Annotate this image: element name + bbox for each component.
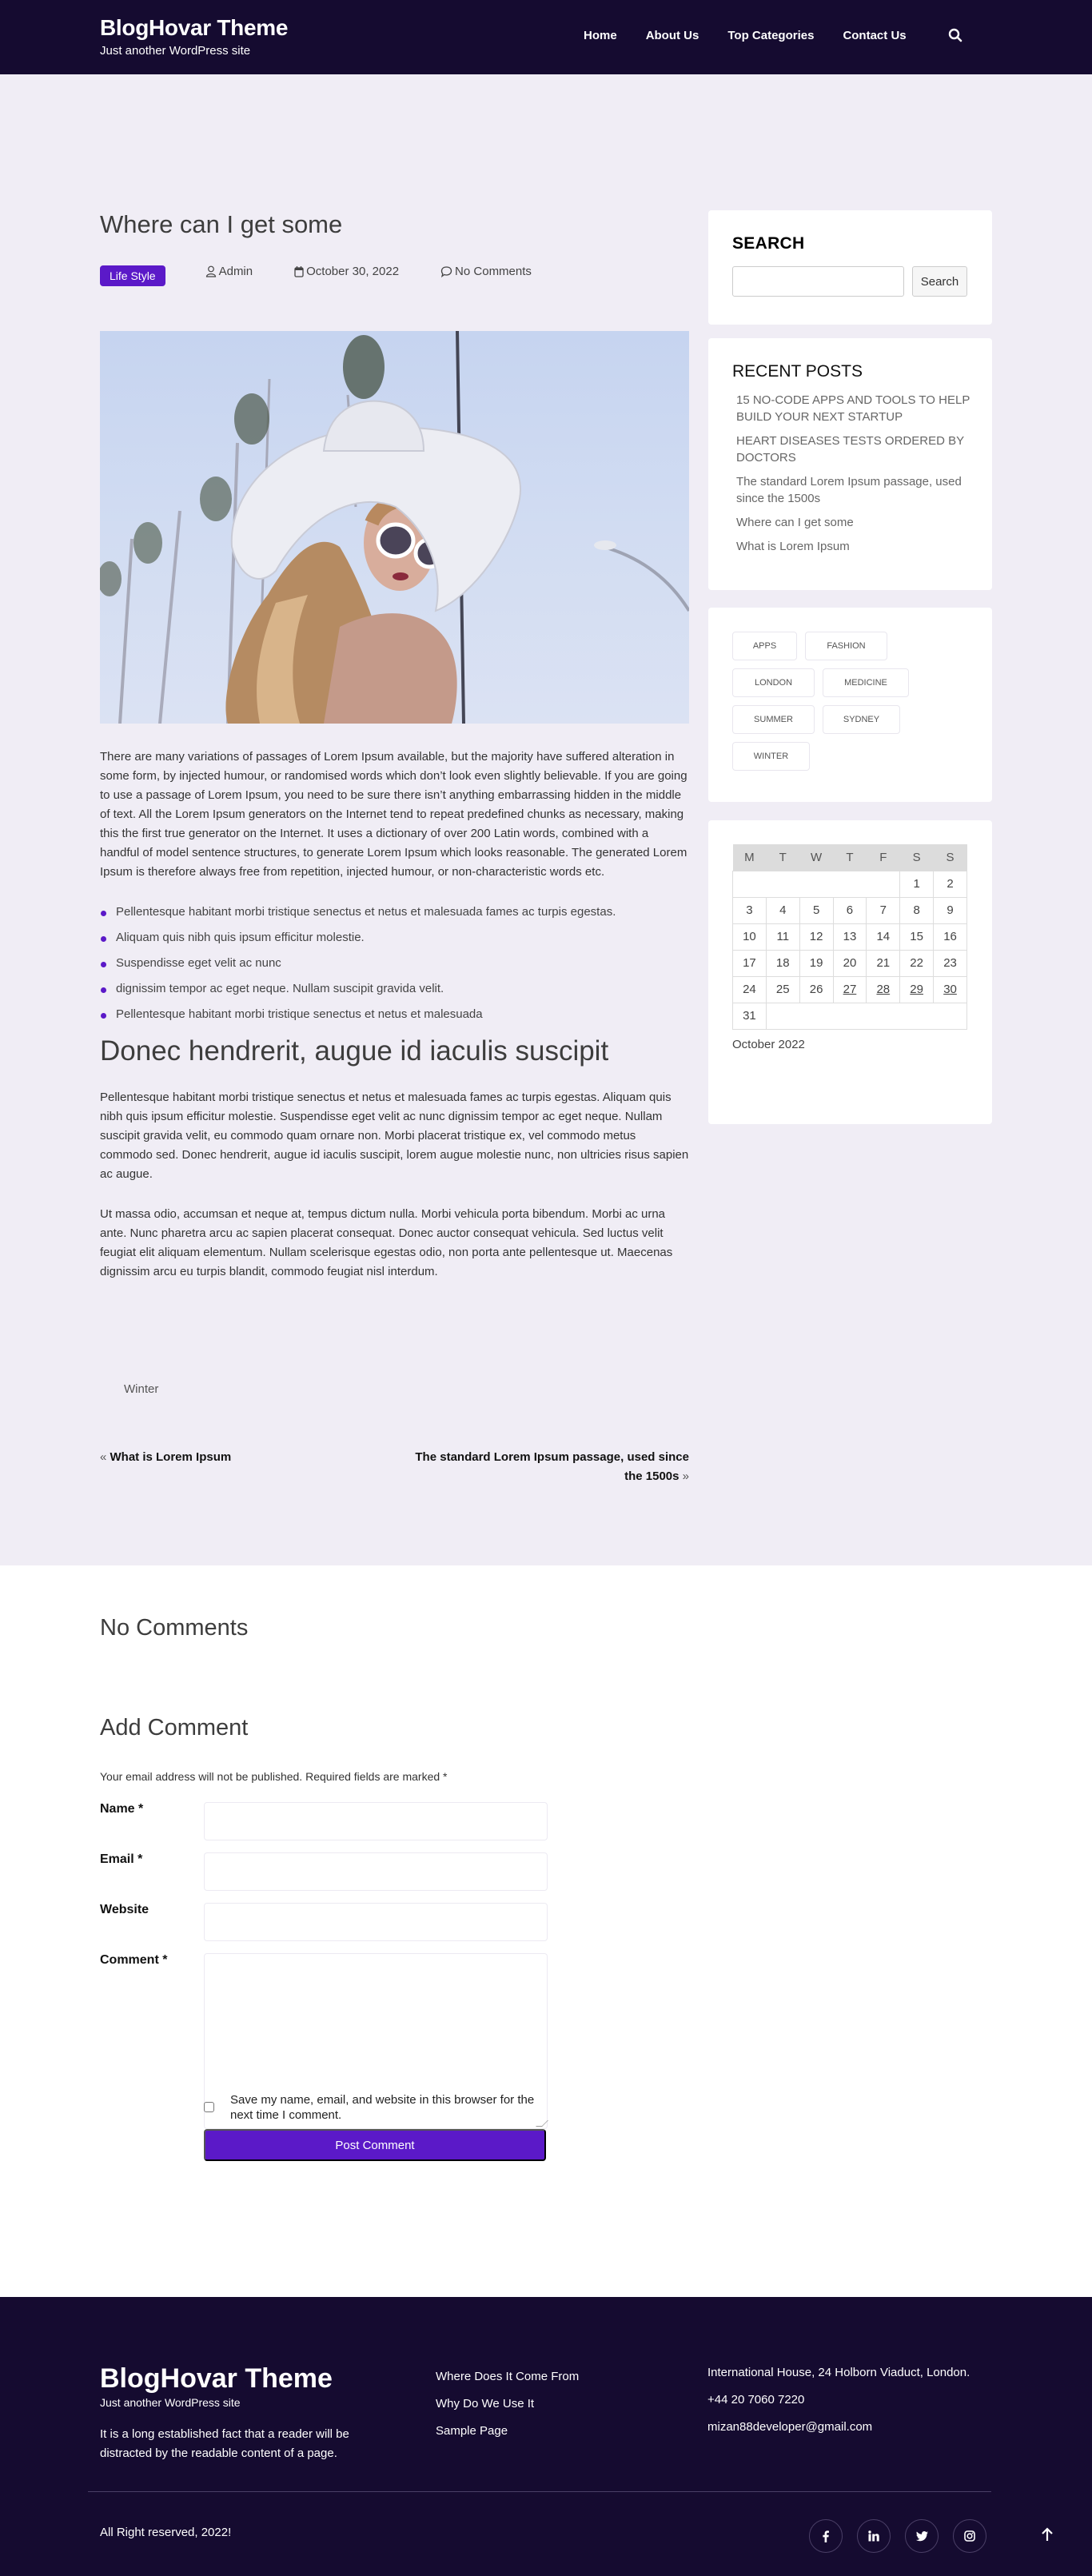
- calendar-caption: October 2022: [732, 1038, 805, 1051]
- recent-posts-list: [736, 392, 976, 562]
- prev-post-title[interactable]: What is Lorem Ipsum: [110, 1450, 232, 1464]
- cal-header: F: [867, 844, 900, 871]
- comments-text[interactable]: No Comments: [455, 264, 532, 278]
- post-title: Where can I get some: [100, 210, 343, 238]
- cal-day: 19: [799, 950, 833, 976]
- cal-week: [733, 976, 967, 1003]
- next-arrow: »: [682, 1469, 689, 1483]
- recent-post-link[interactable]: What is Lorem Ipsum: [736, 540, 850, 553]
- category-badge[interactable]: Life Style: [100, 265, 165, 286]
- footer-link[interactable]: Why Do We Use It: [436, 2397, 535, 2411]
- recent-posts-widget: [708, 338, 992, 590]
- save-info-label[interactable]: Save my name, email, and website in this browser for the next time I comment.: [230, 2093, 535, 2122]
- post-meta: [100, 265, 689, 286]
- post-comments-count[interactable]: [440, 265, 532, 278]
- cal-day: 12: [799, 923, 833, 950]
- cal-pad: [733, 871, 900, 897]
- cal-day-link[interactable]: 29: [900, 976, 934, 1003]
- footer-email[interactable]: mizan88developer@gmail.com: [707, 2420, 873, 2434]
- cal-day: 15: [900, 923, 934, 950]
- cal-day-link[interactable]: 28: [867, 976, 900, 1003]
- comments-title: No Comments: [100, 1615, 249, 1641]
- tag-winter[interactable]: WINTER: [732, 742, 810, 771]
- cal-day: 1: [900, 871, 934, 897]
- recent-post-link[interactable]: The standard Lorem Ipsum passage, used since the 1500s: [736, 475, 962, 505]
- cal-week: [733, 950, 967, 976]
- footer-about: It is a long established fact that a reader will be distracted by the readable content of a page.: [100, 2427, 349, 2460]
- cal-day: 2: [934, 871, 967, 897]
- post-date[interactable]: [294, 265, 399, 278]
- comment-notes: Your email address will not be published. Required fields are marked *: [100, 1770, 448, 1783]
- tag-apps[interactable]: APPS: [732, 632, 797, 660]
- cal-week: [733, 871, 967, 897]
- email-field[interactable]: [204, 1852, 548, 1891]
- cal-day: 16: [934, 923, 967, 950]
- user-icon: [205, 265, 217, 277]
- footer-link[interactable]: Sample Page: [436, 2424, 508, 2438]
- recent-post-link[interactable]: HEART DISEASES TESTS ORDERED BY DOCTORS: [736, 434, 964, 465]
- tag-cloud: [732, 632, 972, 779]
- tag-london[interactable]: LONDON: [732, 668, 815, 697]
- cal-week: [733, 1003, 967, 1029]
- cal-header: S: [934, 844, 967, 871]
- intro-paragraph: There are many variations of passages of Lorem Ipsum available, but the majority have suffered alteration in some form, by injected humour, or randomised words which don’t look even slightly believable. If you are going to use a passage of Lorem Ipsum, you need to be sure there isn’t anything embarrassing hidden in the middle of text. All the Lorem Ipsum generators on the Internet tend to repeat predefined chunks as necessary, making this the first true generator on the Internet. It uses a dictionary of over 200 Latin words, combined with a handful of model sentence structures, to generate Lorem Ipsum which looks reasonable. The generated Lorem Ipsum is therefore always free from repetition, injected humour, or non-characteristic words etc.: [100, 750, 687, 879]
- cal-day: 14: [867, 923, 900, 950]
- tag-sydney[interactable]: SYDNEY: [823, 705, 900, 734]
- body-paragraph: Pellentesque habitant morbi tristique senectus et netus et malesuada fames ac turpis egestas. Aliquam quis nibh quis ipsum efficitur molestie. Suspendisse eget velit ac nunc dignissim tempor ac eget neque. Nullam suscipit gravida velit, eu commodo quam ornare non. Morbi placerat tristique ex, vel commodo metus commodo sed. Donec hendrerit, augue id iaculis suscipit, lorem augue molestie nunc, non ultricies risus sapien ac augue.: [100, 1091, 689, 1181]
- arrow-up-icon: [1041, 2527, 1054, 2542]
- site-footer: [0, 2297, 1092, 2576]
- cal-header: S: [900, 844, 934, 871]
- search-input[interactable]: [732, 266, 904, 297]
- cal-day: 9: [934, 897, 967, 923]
- recent-posts-title: RECENT POSTS: [732, 362, 863, 381]
- cal-day-link[interactable]: 30: [934, 976, 967, 1003]
- cal-day: 21: [867, 950, 900, 976]
- cal-header: T: [766, 844, 799, 871]
- search-widget-title: SEARCH: [732, 234, 805, 253]
- main-nav: [584, 29, 935, 42]
- post-author[interactable]: [205, 265, 253, 278]
- tag-summer[interactable]: SUMMER: [732, 705, 815, 734]
- facebook-icon[interactable]: [809, 2519, 843, 2553]
- recent-post-link[interactable]: 15 NO-CODE APPS AND TOOLS TO HELP BUILD YOUR NEXT STARTUP: [736, 393, 970, 424]
- cal-day: 17: [733, 950, 767, 976]
- cal-day: 7: [867, 897, 900, 923]
- social-links: [809, 2519, 1001, 2553]
- email-label: Email *: [100, 1852, 143, 1866]
- content-area: [0, 74, 1092, 1565]
- author-name[interactable]: Admin: [218, 264, 253, 278]
- cal-day: 11: [766, 923, 799, 950]
- list-item: Pellentesque habitant morbi tristique senectus et netus et malesuada fames ac turpis egestas.: [100, 903, 689, 922]
- name-field[interactable]: [204, 1802, 548, 1840]
- copyright: All Right reserved, 2022!: [100, 2526, 232, 2539]
- list-item: Pellentesque habitant morbi tristique senectus et netus et malesuada: [100, 1005, 689, 1024]
- next-post-link[interactable]: [401, 1448, 689, 1486]
- cal-day: 6: [833, 897, 867, 923]
- cal-week: [733, 923, 967, 950]
- cal-day: 25: [766, 976, 799, 1003]
- featured-photo: [100, 331, 689, 724]
- cal-day: 31: [733, 1003, 767, 1029]
- cal-day: 5: [799, 897, 833, 923]
- linkedin-icon[interactable]: [857, 2519, 891, 2553]
- comment-label: Comment *: [100, 1953, 168, 1967]
- nav-top-categories[interactable]: Top Categories: [727, 29, 815, 42]
- cal-header: M: [733, 844, 767, 871]
- cal-day: 24: [733, 976, 767, 1003]
- cal-day: 8: [900, 897, 934, 923]
- featured-image: [100, 331, 689, 724]
- tags-widget: [708, 608, 992, 802]
- tag-fashion[interactable]: FASHION: [805, 632, 887, 660]
- cal-day: 22: [900, 950, 934, 976]
- calendar-widget: [708, 820, 992, 1124]
- list-item: Aliquam quis nibh quis ipsum efficitur molestie.: [100, 928, 689, 947]
- cal-header: T: [833, 844, 867, 871]
- cal-day-link[interactable]: 27: [833, 976, 867, 1003]
- next-post-title[interactable]: The standard Lorem Ipsum passage, used since the 1500s: [415, 1450, 689, 1483]
- comment-icon: [440, 265, 452, 277]
- nav-about-us[interactable]: About Us: [645, 29, 699, 42]
- site-header: [0, 0, 1092, 74]
- search-widget: [708, 210, 992, 325]
- footer-tagline: Just another WordPress site: [100, 2396, 241, 2409]
- body-paragraph: Ut massa odio, accumsan et neque at, tempus dictum nulla. Morbi vehicula porta bibendum. Morbi ac urna ante. Nunc pharetra arcu ac sapien placerat consequat. Donec auctor consequat vehicula. Sed luctus velit feugiat elit aliquam elementum. Nullam scelerisque egestas odio, non porta ante pellentesque ut. Maecenas dignissim arcu eu turpis blandit, commodo feugiat nisl interdum.: [100, 1207, 673, 1278]
- website-label: Website: [100, 1903, 149, 1916]
- footer-links: [436, 2363, 579, 2445]
- website-field[interactable]: [204, 1903, 548, 1941]
- calendar-table: [732, 844, 967, 1030]
- list-item: dignissim tempor ac eget neque. Nullam suscipit gravida velit.: [100, 979, 689, 999]
- cal-day: 23: [934, 950, 967, 976]
- post-navigation: [100, 1448, 689, 1486]
- date-text[interactable]: October 30, 2022: [306, 264, 400, 278]
- twitter-icon[interactable]: [905, 2519, 939, 2553]
- cal-day: 20: [833, 950, 867, 976]
- search-button[interactable]: Search: [912, 266, 967, 297]
- site-tagline: Just another WordPress site: [100, 44, 251, 58]
- post-content: [100, 748, 689, 1302]
- instagram-icon[interactable]: [953, 2519, 986, 2553]
- add-comment-title: Add Comment: [100, 1715, 249, 1741]
- cal-day: 4: [766, 897, 799, 923]
- cal-pad: [766, 1003, 966, 1029]
- name-label: Name *: [100, 1802, 144, 1816]
- site-title[interactable]: BlogHovar Theme: [100, 15, 289, 40]
- footer-address: International House, 24 Holborn Viaduct, London.: [707, 2366, 970, 2379]
- prev-post-link[interactable]: [100, 1448, 231, 1486]
- bullet-list: [100, 903, 689, 1024]
- footer-contact: [707, 2363, 983, 2445]
- cal-day: 18: [766, 950, 799, 976]
- footer-phone[interactable]: +44 20 7060 7220: [707, 2393, 805, 2407]
- content-subheading: Donec hendrerit, augue id iaculis suscipit: [100, 1035, 609, 1067]
- comments-section: [0, 1565, 1092, 2297]
- prev-arrow: «: [100, 1450, 107, 1464]
- site-brand[interactable]: [100, 14, 288, 59]
- footer-site-title[interactable]: BlogHovar Theme: [100, 2363, 333, 2394]
- search-icon[interactable]: [948, 28, 964, 44]
- footer-divider: [88, 2491, 991, 2492]
- calendar-icon: [294, 265, 304, 277]
- cal-header: W: [799, 844, 833, 871]
- back-to-top-button[interactable]: [1041, 2527, 1054, 2546]
- nav-home[interactable]: Home: [584, 29, 617, 42]
- cal-day: 10: [733, 923, 767, 950]
- tag-medicine[interactable]: MEDICINE: [823, 668, 909, 697]
- recent-post-link[interactable]: Where can I get some: [736, 516, 854, 529]
- list-item: Suspendisse eget velit ac nunc: [100, 954, 689, 973]
- cal-day: 3: [733, 897, 767, 923]
- cal-day: 26: [799, 976, 833, 1003]
- post-comment-button[interactable]: Post Comment: [204, 2129, 546, 2161]
- cal-day: 13: [833, 923, 867, 950]
- cal-week: [733, 897, 967, 923]
- save-info-checkbox[interactable]: [204, 2102, 214, 2112]
- post-tag-link[interactable]: Winter: [124, 1382, 159, 1396]
- nav-contact-us[interactable]: Contact Us: [843, 29, 907, 42]
- footer-link[interactable]: Where Does It Come From: [436, 2370, 580, 2383]
